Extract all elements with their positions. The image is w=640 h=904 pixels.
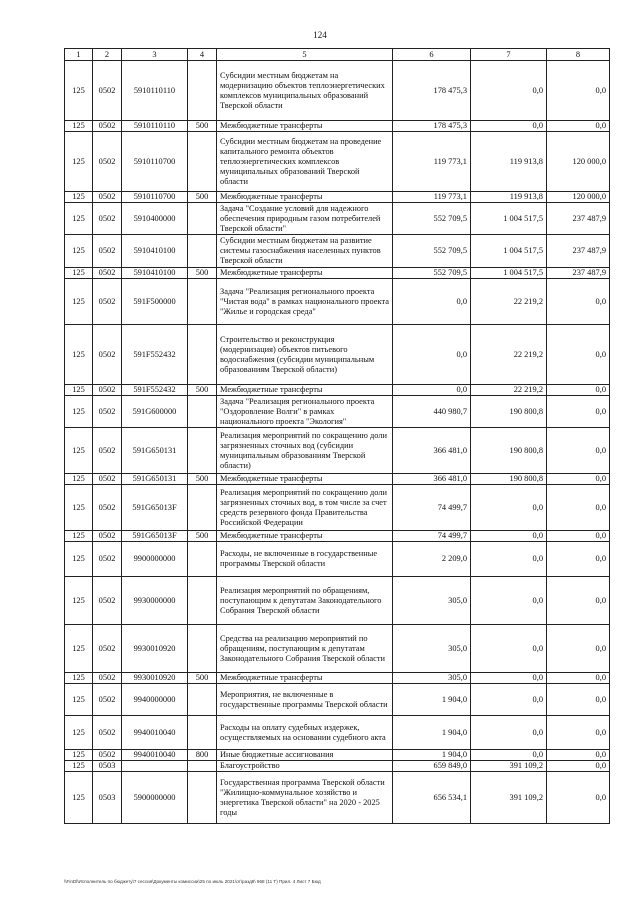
amount-year2-cell: 0,0 [471,542,547,577]
table-row [65,485,610,531]
section-code-cell: 0502 [93,625,122,673]
col-header-1: 1 [65,49,93,61]
amount-year1-cell: 1 904,0 [393,716,471,750]
description-cell: Реализация мероприятий по сокращению доли загрязненных сточных вод (субсидии муниципальным образованиям Тверской области) [217,428,393,474]
target-article-cell: 5910110110 [122,61,188,121]
ministry-code-cell: 125 [65,385,93,396]
table-row [65,192,610,203]
expense-type-cell [188,325,217,385]
amount-year1-cell: 74 499,7 [393,485,471,531]
description-cell: Задача "Реализация регионального проекта "Оздоровление Волги" в рамках национального проекта "Экология" [217,396,393,428]
amount-year3-cell: 237 487,9 [547,268,610,279]
section-code-cell: 0502 [93,325,122,385]
amount-year3-cell: 0,0 [547,750,610,761]
table-row [65,121,610,132]
amount-year1-cell: 178 475,3 [393,121,471,132]
description-cell: Субсидии местным бюджетам на проведение капитального ремонта объектов теплоэнергетических комплексов муниципальных образований Тверской области [217,132,393,192]
col-header-4: 4 [188,49,217,61]
amount-year1-cell: 552 709,5 [393,235,471,268]
target-article-cell: 5910110700 [122,192,188,203]
description-cell: Государственная программа Тверской области "Жилищно-коммунальное хозяйство и энергетика Тверской области" на 2020 - 2025 годы [217,772,393,824]
table-body [65,61,610,824]
section-code-cell: 0502 [93,235,122,268]
target-article-cell: 591G650131 [122,428,188,474]
amount-year1-cell: 119 773,1 [393,132,471,192]
amount-year3-cell: 0,0 [547,279,610,325]
amount-year1-cell: 552 709,5 [393,203,471,235]
section-code-cell: 0502 [93,673,122,684]
section-code-cell: 0502 [93,396,122,428]
ministry-code-cell: 125 [65,132,93,192]
target-article-cell: 9930000000 [122,577,188,625]
ministry-code-cell: 125 [65,121,93,132]
table-row [65,396,610,428]
amount-year3-cell: 0,0 [547,772,610,824]
section-code-cell: 0502 [93,485,122,531]
target-article-cell: 591G65013F [122,485,188,531]
amount-year3-cell: 0,0 [547,577,610,625]
amount-year3-cell: 0,0 [547,396,610,428]
table-row [65,684,610,716]
description-cell: Иные бюджетные ассигнования [217,750,393,761]
amount-year2-cell: 22 219,2 [471,385,547,396]
description-cell: Средства на реализацию мероприятий по обращениям, поступающим к депутатам Законодательного Собрания Тверской области [217,625,393,673]
expense-type-cell: 500 [188,531,217,542]
expense-type-cell [188,396,217,428]
ministry-code-cell: 125 [65,684,93,716]
section-code-cell: 0502 [93,684,122,716]
header-row [65,49,610,61]
amount-year3-cell: 0,0 [547,684,610,716]
amount-year3-cell: 0,0 [547,121,610,132]
ministry-code-cell: 125 [65,192,93,203]
amount-year2-cell: 0,0 [471,684,547,716]
description-cell: Строительство и реконструкция (модернизация) объектов питьевого водоснабжения (субсидии муниципальным образованиям Тверской области) [217,325,393,385]
target-article-cell: 9930010920 [122,673,188,684]
ministry-code-cell: 125 [65,235,93,268]
expense-type-cell [188,684,217,716]
section-code-cell: 0502 [93,203,122,235]
expense-type-cell [188,542,217,577]
amount-year1-cell: 305,0 [393,673,471,684]
description-cell: Задача "Реализация регионального проекта "Чистая вода" в рамках национального проекта "Жилье и городская среда" [217,279,393,325]
description-cell: Межбюджетные трансферты [217,121,393,132]
expense-type-cell: 500 [188,385,217,396]
ministry-code-cell: 125 [65,485,93,531]
amount-year3-cell: 237 487,9 [547,235,610,268]
amount-year1-cell: 0,0 [393,279,471,325]
amount-year3-cell: 237 487,9 [547,203,610,235]
table-row [65,474,610,485]
expense-type-cell [188,716,217,750]
amount-year1-cell: 305,0 [393,625,471,673]
expense-type-cell [188,203,217,235]
target-article-cell: 5910400000 [122,203,188,235]
ministry-code-cell: 125 [65,625,93,673]
ministry-code-cell: 125 [65,673,93,684]
section-code-cell: 0503 [93,772,122,824]
table-row [65,577,610,625]
ministry-code-cell: 125 [65,268,93,279]
target-article-cell: 591F552432 [122,325,188,385]
description-cell: Реализация мероприятий по обращениям, поступающим к депутатам Законодательного Собрания Тверской области [217,577,393,625]
section-code-cell: 0502 [93,716,122,750]
section-code-cell: 0502 [93,385,122,396]
amount-year2-cell: 1 004 517,5 [471,203,547,235]
expense-type-cell: 500 [188,268,217,279]
expense-type-cell [188,761,217,772]
amount-year3-cell: 0,0 [547,625,610,673]
amount-year1-cell: 2 209,0 [393,542,471,577]
expense-type-cell [188,61,217,121]
ministry-code-cell: 125 [65,750,93,761]
amount-year1-cell: 659 849,0 [393,761,471,772]
description-cell: Расходы, не включенные в государственные программы Тверской области [217,542,393,577]
amount-year2-cell: 0,0 [471,716,547,750]
ministry-code-cell: 125 [65,772,93,824]
amount-year3-cell: 0,0 [547,716,610,750]
table-row [65,61,610,121]
description-cell: Мероприятия, не включенные в государственные программы Тверской области [217,684,393,716]
table-row [65,268,610,279]
expense-type-cell [188,279,217,325]
amount-year1-cell: 366 481,0 [393,428,471,474]
table-row [65,625,610,673]
table-row [65,761,610,772]
target-article-cell: 9940010040 [122,716,188,750]
section-code-cell: 0503 [93,761,122,772]
amount-year2-cell: 0,0 [471,485,547,531]
section-code-cell: 0502 [93,531,122,542]
target-article-cell: 5910410100 [122,235,188,268]
target-article-cell: 9940010040 [122,750,188,761]
col-header-8: 8 [547,49,610,61]
table-row [65,531,610,542]
table-row [65,428,610,474]
amount-year1-cell: 74 499,7 [393,531,471,542]
amount-year2-cell: 119 913,8 [471,132,547,192]
target-article-cell: 9900000000 [122,542,188,577]
amount-year2-cell: 0,0 [471,577,547,625]
table-row [65,750,610,761]
target-article-cell: 591G600000 [122,396,188,428]
section-code-cell: 0502 [93,61,122,121]
target-article-cell: 9930010920 [122,625,188,673]
target-article-cell: 5910110700 [122,132,188,192]
amount-year3-cell: 0,0 [547,428,610,474]
description-cell: Задача "Создание условий для надежного обеспечения природным газом потребителей Тверской области" [217,203,393,235]
table-row [65,385,610,396]
expense-type-cell [188,132,217,192]
budget-table [64,48,610,824]
expense-type-cell: 500 [188,673,217,684]
amount-year1-cell: 366 481,0 [393,474,471,485]
description-cell: Благоустройство [217,761,393,772]
ministry-code-cell: 125 [65,542,93,577]
amount-year1-cell: 1 904,0 [393,684,471,716]
amount-year2-cell: 0,0 [471,531,547,542]
section-code-cell: 0502 [93,577,122,625]
section-code-cell: 0502 [93,474,122,485]
amount-year1-cell: 0,0 [393,385,471,396]
ministry-code-cell: 125 [65,428,93,474]
amount-year2-cell: 0,0 [471,61,547,121]
ministry-code-cell: 125 [65,325,93,385]
target-article-cell: 9940000000 [122,684,188,716]
expense-type-cell: 500 [188,121,217,132]
section-code-cell: 0502 [93,542,122,577]
table-row [65,325,610,385]
expense-type-cell [188,625,217,673]
amount-year1-cell: 119 773,1 [393,192,471,203]
amount-year2-cell: 0,0 [471,121,547,132]
table-row [65,132,610,192]
expense-type-cell: 500 [188,192,217,203]
amount-year2-cell: 391 109,2 [471,772,547,824]
amount-year1-cell: 0,0 [393,325,471,385]
amount-year2-cell: 190 800,8 [471,474,547,485]
amount-year3-cell: 0,0 [547,61,610,121]
target-article-cell: 591F552432 [122,385,188,396]
amount-year3-cell: 0,0 [547,325,610,385]
target-article-cell: 5910110110 [122,121,188,132]
expense-type-cell: 500 [188,474,217,485]
description-cell: Межбюджетные трансферты [217,385,393,396]
ministry-code-cell: 125 [65,761,93,772]
amount-year1-cell: 552 709,5 [393,268,471,279]
table-row [65,203,610,235]
description-cell: Межбюджетные трансферты [217,531,393,542]
col-header-6: 6 [393,49,471,61]
amount-year3-cell: 0,0 [547,385,610,396]
expense-type-cell: 800 [188,750,217,761]
description-cell: Субсидии местным бюджетам на модернизацию объектов теплоэнергетических комплексов муниципальных образований Тверской области [217,61,393,121]
amount-year2-cell: 0,0 [471,673,547,684]
section-code-cell: 0502 [93,750,122,761]
target-article-cell: 591G650131 [122,474,188,485]
amount-year2-cell: 391 109,2 [471,761,547,772]
description-cell: Субсидии местным бюджетам на развитие системы газоснабжения населенных пунктов Тверской области [217,235,393,268]
description-cell: Межбюджетные трансферты [217,673,393,684]
amount-year2-cell: 119 913,8 [471,192,547,203]
page-number: 124 [313,30,327,40]
amount-year2-cell: 190 800,8 [471,428,547,474]
amount-year2-cell: 22 219,2 [471,325,547,385]
target-article-cell [122,761,188,772]
expense-type-cell [188,772,217,824]
target-article-cell: 5900000000 [122,772,188,824]
target-article-cell: 591F500000 [122,279,188,325]
description-cell: Расходы на оплату судебных издержек, осуществляемых на основании судебного акта [217,716,393,750]
amount-year2-cell: 1 004 517,5 [471,268,547,279]
col-header-2: 2 [93,49,122,61]
ministry-code-cell: 125 [65,716,93,750]
amount-year2-cell: 0,0 [471,750,547,761]
section-code-cell: 0502 [93,268,122,279]
table-row [65,772,610,824]
amount-year1-cell: 178 475,3 [393,61,471,121]
amount-year3-cell: 0,0 [547,485,610,531]
description-cell: Межбюджетные трансферты [217,192,393,203]
expense-type-cell [188,235,217,268]
table-row [65,716,610,750]
section-code-cell: 0502 [93,192,122,203]
amount-year1-cell: 305,0 [393,577,471,625]
ministry-code-cell: 125 [65,474,93,485]
table-row [65,542,610,577]
ministry-code-cell: 125 [65,61,93,121]
col-header-5: 5 [217,49,393,61]
amount-year3-cell: 120 000,0 [547,132,610,192]
amount-year1-cell: 656 534,1 [393,772,471,824]
amount-year2-cell: 22 219,2 [471,279,547,325]
ministry-code-cell: 125 [65,577,93,625]
col-header-3: 3 [122,49,188,61]
amount-year3-cell: 0,0 [547,673,610,684]
description-cell: Межбюджетные трансферты [217,474,393,485]
section-code-cell: 0502 [93,279,122,325]
expense-type-cell [188,577,217,625]
ministry-code-cell: 125 [65,279,93,325]
section-code-cell: 0502 [93,428,122,474]
amount-year2-cell: 1 004 517,5 [471,235,547,268]
ministry-code-cell: 125 [65,531,93,542]
amount-year3-cell: 120 000,0 [547,192,610,203]
file-path-footer: \\FinDl\Исполнитель по бюджету\7 сессия\Документы комиссии\25 по июль 2021\от\разд8\ 968 (11 Т) Прил. 4 Лист 7 Бюд [64,879,321,884]
description-cell: Межбюджетные трансферты [217,268,393,279]
expense-type-cell [188,428,217,474]
amount-year3-cell: 0,0 [547,531,610,542]
amount-year2-cell: 0,0 [471,625,547,673]
col-header-7: 7 [471,49,547,61]
section-code-cell: 0502 [93,121,122,132]
target-article-cell: 5910410100 [122,268,188,279]
table-row [65,279,610,325]
target-article-cell: 591G65013F [122,531,188,542]
description-cell: Реализация мероприятий по сокращению доли загрязненных сточных вод, в том числе за счет средств резервного фонда Правительства Российской Федерации [217,485,393,531]
table-row [65,673,610,684]
ministry-code-cell: 125 [65,396,93,428]
amount-year3-cell: 0,0 [547,761,610,772]
section-code-cell: 0502 [93,132,122,192]
expense-type-cell [188,485,217,531]
ministry-code-cell: 125 [65,203,93,235]
amount-year2-cell: 190 800,8 [471,396,547,428]
amount-year1-cell: 440 980,7 [393,396,471,428]
amount-year1-cell: 1 904,0 [393,750,471,761]
table-row [65,235,610,268]
amount-year3-cell: 0,0 [547,542,610,577]
amount-year3-cell: 0,0 [547,474,610,485]
